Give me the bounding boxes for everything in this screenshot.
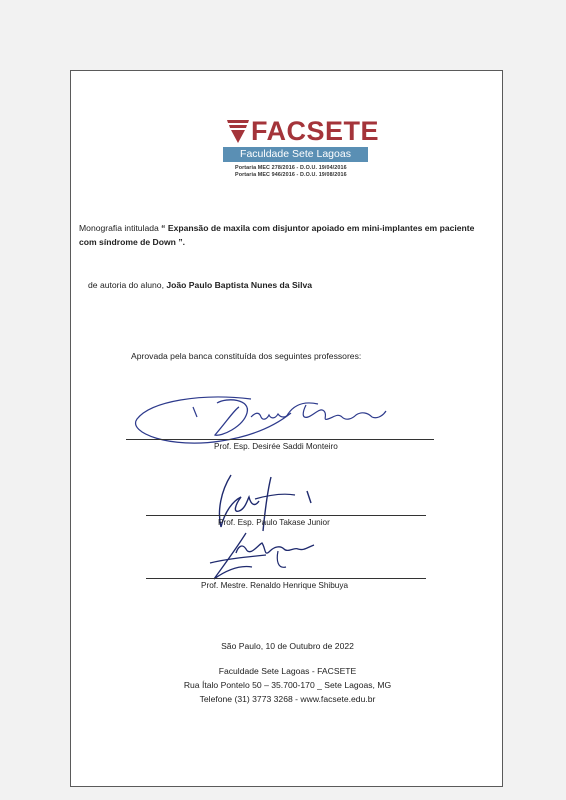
signature-1	[131, 391, 441, 471]
monografia-title: “ Expansão de maxila com disjuntor apoiado em mini-implantes em paciente com síndrome de Down ”.	[79, 223, 475, 247]
professor-3-name: Prof. Mestre. Renaldo Henrique Shibuya	[201, 581, 348, 590]
signature-line-3	[146, 578, 426, 579]
student-name: João Paulo Baptista Nunes da Silva	[166, 280, 313, 290]
logo-name: FACSETE	[251, 116, 380, 146]
portaria-line-1: Portaria MEC 278/2016 - D.O.U. 19/04/2016	[235, 165, 347, 171]
contact-line: Telefone (31) 3773 3268 - www.facsete.edu.br	[199, 694, 376, 704]
monografia-prefix: Monografia intitulada	[79, 223, 162, 233]
signature-line-1	[126, 439, 434, 440]
institution-line: Faculdade Sete Lagoas - FACSETE	[218, 666, 357, 676]
signature-3	[206, 529, 336, 589]
aprovada-line: Aprovada pela banca constituída dos seguintes professores:	[131, 351, 362, 361]
facsete-emblem-icon	[227, 120, 249, 144]
logo-subtitle: Faculdade Sete Lagoas	[223, 147, 368, 162]
document-page	[70, 70, 503, 787]
professor-2-name: Prof. Esp. Paulo Takase Junior	[218, 518, 330, 527]
portaria-line-2: Portaria MEC 946/2016 - D.O.U. 19/08/2016	[235, 172, 347, 178]
facsete-logo	[223, 115, 380, 185]
autoria-prefix: de autoria do aluno,	[88, 280, 167, 290]
signature-line-2	[146, 515, 426, 516]
date-line: São Paulo, 10 de Outubro de 2022	[221, 641, 354, 651]
professor-1-name: Prof. Esp. Desirée Saddi Monteiro	[214, 442, 338, 451]
autoria-line	[88, 280, 312, 290]
address-line: Rua Ítalo Pontelo 50 – 35.700-170 _ Sete Lagoas, MG	[183, 680, 392, 690]
monografia-paragraph	[79, 221, 484, 249]
